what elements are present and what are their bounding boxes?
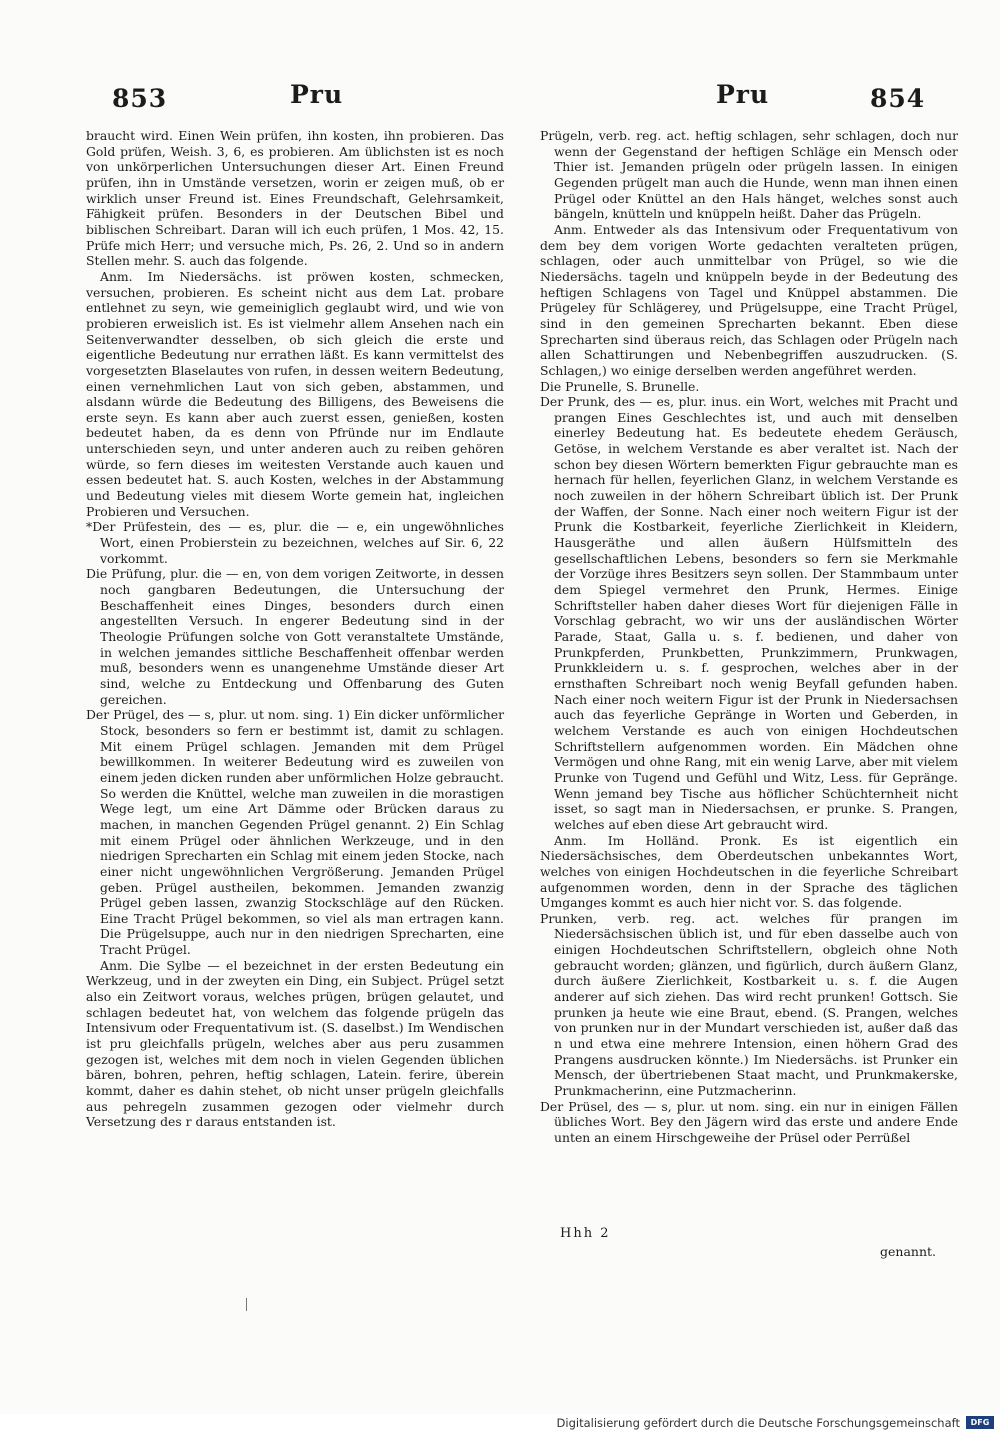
entry-pruefestein: *Der Prüfestein, des — es, plur. die — e, ein ungewöhnliches Wort, einen Probierstein zu bezeichnen, welches auf Sir. 6, 22 vorkommt.	[86, 519, 504, 566]
note-pruegel: Anm. Die Sylbe — el bezeichnet in der ersten Bedeutung ein Werkzeug, und in der zweyten ein Ding, ein Subject. Prügel setzt also ein Zeitwort voraus, welches prügen, brügen gelautet, und schlagen bedeutet hat, von welchem das folgende prügeln das Intensivum oder Frequentativum ist. (S. daselbst.) Im Wendischen ist pru gleichfalls prügeln, welches aber aus peru zusammen gezogen ist, welches mit dem noch in vielen Gegenden üblichen bären, bohren, pehren, heftig schlagen, Latein. ferire, überein kommt, daher es dahin stehet, ob nicht unser prügeln gleichfalls aus pehregeln zusammen gezogen oder vielmehr durch Versetzung des r daraus entstanden ist.	[86, 957, 504, 1130]
note-prunk: Anm. Im Holländ. Pronk. Es ist eigentlich ein Niedersächsisches, dem Oberdeutschen unbekanntes Wort, welches von einigen Hochdeutschen in die feyerliche Schreibart aufgenommen worden, denn in der Sprache des täglichen Umganges kommt es auch hier nicht vor. S. das folgende.	[540, 832, 958, 911]
entry-continuation: braucht wird. Einen Wein prüfen, ihn kosten, ihn probieren. Das Gold prüfen, Weish. 3, 6, es probieren. Am üblichsten ist es noch von unkörperlichen Untersuchungen dieser Art. Einen Freund prüfen, ihn in Umstände versetzen, worin er zeigen muß, ob er wirklich unser Freund ist. Eines Freundschaft, Gelehrsamkeit, Fähigkeit prüfen. Besonders in der Deutschen Bibel und biblischen Schreibart. Daran will ich euch prüfen, 1 Mos. 42, 15. Prüfe mich Herr; und versuche mich, Ps. 26, 2. Und so in andern Stellen mehr. S. auch das folgende.	[86, 128, 504, 269]
right-page-number: 854	[870, 84, 926, 113]
entry-prunken: Prunken, verb. reg. act. welches für prangen im Niedersächsischen üblich ist, und für eben dasselbe auch von einigen Hochdeutschen Schriftstellern, obgleich ohne Noth gebraucht worden; glänzen, und figürlich, durch äußern Glanz, durch äußere Zierlichkeit, Kostbarkeit u. s. f. die Augen anderer auf sich ziehen. Das wird recht prunken! Gottsch. Sie prunken ja heute wie eine Braut, ebend. (S. Prangen, welches von prunken nur in der Mundart verschieden ist, außer daß das n und etwa eine mehrere Intension, einen höhern Grad des Prangens ausdrucken könnte.) Im Niedersächs. ist Prunker ein Mensch, der übertriebenen Staat macht, und Prunkmakerske, Prunkmacherinn, eine Putzmacherinn.	[540, 910, 958, 1099]
right-column	[540, 128, 958, 1146]
catchword: genannt.	[880, 1244, 936, 1259]
funding-notice: Digitalisierung gefördert durch die Deutsche Forschungsgemeinschaft	[556, 1416, 960, 1430]
page-header	[100, 72, 960, 122]
signature-mark: Hhh 2	[560, 1226, 611, 1241]
page-mark	[246, 1298, 247, 1311]
footer-bar	[0, 1414, 1000, 1432]
entry-pruesel: Der Prüsel, des — s, plur. ut nom. sing. ein nur in einigen Fällen übliches Wort. Bey den Jägern wird das erste und andere Ende unten an einem Hirschgeweihe der Prüsel oder Perrüßel	[540, 1098, 958, 1145]
left-column	[86, 128, 504, 1130]
entry-prunk: Der Prunk, des — es, plur. inus. ein Wort, welches mit Pracht und prangen Eines Geschlechtes ist, und auch mit denselben einerley Bedeutung hat. Es bedeutete ehedem Geräusch, Getöse, in welchem Verstande es aber veraltet ist. Nach der schon bey diesen Wörtern bemerkten Figur gebrauchte man es hernach für hellen, feyerlichen Glanz, in welchem Verstande es noch zuweilen in der höhern Schreibart üblich ist. Der Prunk der Waffen, der Sonne. Nach einer noch weitern Figur ist der Prunk die Kostbarkeit, feyerliche Zierlichkeit in Kleidern, Hausgeräthe und allen äußern Hülfsmitteln des gesellschaftlichen Lebens, besonders so fern sie Merkmahle der Vorzüge ihres Besitzers seyn sollen. Der Stammbaum unter dem Spiegel vermehret den Prunk, Hermes. Einige Schriftsteller haben daher dieses Wort für diejenigen Fälle in Vorschlag gebracht, wo wir uns der ausländischen Wörter Parade, Staat, Galla u. s. f. bedienen, und daher von Prunkpferden, Prunkbetten, Prunkzimmern, Prunkwagen, Prunkkleidern u. s. f. gesprochen, welches aber in der ernsthaften Schreibart noch wenig Beyfall gefunden haben. Nach einer noch weitern Figur ist der Prunk in Niedersachsen auch das feyerliche Gepränge in Worten und Geberden, in welchem Verstande es auch von einigen Hochdeutschen Schriftstellern aufgenommen worden. Ein Mädchen ohne Vermögen und ohne Rang, mit ein wenig Larve, aber mit vielem Prunke von Tugend und Gefühl und Witz, Less. für Gepränge. Wenn jemand bey Tische aus höflicher Schüchternheit nicht isset, so sagt man in Niedersachsen, er prunke. S. Prangen, welches auf eben diese Art gebraucht wird.	[540, 394, 958, 832]
note-pruefen: Anm. Im Niedersächs. ist pröwen kosten, schmecken, versuchen, probieren. Es scheint nicht aus dem Lat. probare entlehnet zu seyn, wie gemeiniglich geglaubt wird, und wie von probieren erweislich ist. Es ist vielmehr allem Ansehen nach ein Seitenverwandter desselben, ob sich gleich die erste und eigentliche Bedeutung nur errathen läßt. Es kann vermittelst des vorgesetzten Blaselautes von rufen, in dessen weitern Bedeutung, einen vernehmlichen Laut von sich geben, abstammen, und alsdann würde die Bedeutung des Billigens, des Beweisens die erste seyn. Es kann aber auch zuerst essen, genießen, kosten bedeutet haben, da es denn von Pfründe nur im Endlaute unterschieden seyn, und unter anderen auch zu reiben gehören würde, so fern dieses im weitesten Verstande auch kauen und essen bedeutet hat. S. auch Kosten, welches in der Abstammung und Bedeutung vieles mit diesem Worte gemein hat, ingleichen Probieren und Versuchen.	[86, 268, 504, 519]
left-running-title: Pru	[290, 80, 344, 109]
dfg-logo-icon: DFG	[966, 1416, 994, 1429]
note-pruegeln: Anm. Entweder als das Intensivum oder Frequentativum von dem bey dem vorigen Worte gedachten veralteten prügen, schlagen, oder auch unmittelbar von Prügel, so wie die Niedersächs. tageln und knüppeln beyde in der Bedeutung des heftigen Schlagens von Tagel und Knüppel abstammen. Die Prügeley für Schlägerey, und Prügelsuppe, eine Tracht Prügel, sind in den gemeinen Sprecharten bekannt. Eben diese Sprecharten sind überaus reich, das Schlagen oder Prügeln nach allen Schattirungen und Nebenbegriffen auszudrucken. (S. Schlagen,) wo einige derselben werden angeführet werden.	[540, 221, 958, 378]
entry-pruegel: Der Prügel, des — s, plur. ut nom. sing. 1) Ein dicker unförmlicher Stock, besonders so fern er bestimmt ist, damit zu schlagen. Mit einem Prügel schlagen. Jemanden mit dem Prügel bewillkommen. In weiterer Bedeutung wird es zuweilen von einem jeden dicken runden aber unförmlichen Holze gebraucht. So werden die Knüttel, welche man zuweilen in die morastigen Wege legt, um eine Art Dämme oder Brücken daraus zu machen, in manchen Gegenden Prügel genannt. 2) Ein Schlag mit einem Prügel oder ähnlichen Werkzeuge, und in den niedrigen Sprecharten ein Schlag mit einem jeden Stocke, nach einer nicht ungewöhnlichen Vergrößerung. Jemanden Prügel geben. Prügel austheilen, bekommen. Jemanden zwanzig Prügel geben lassen, zwanzig Stockschläge auf den Rücken. Eine Tracht Prügel bekommen, so viel als man ertragen kann. Die Prügelsuppe, auch nur in den niedrigen Sprecharten, eine Tracht Prügel.	[86, 707, 504, 958]
right-running-title: Pru	[716, 80, 770, 109]
entry-pruefung: Die Prüfung, plur. die — en, von dem vorigen Zeitworte, in dessen noch gangbaren Bedeutungen, die Untersuchung der Beschaffenheit eines Dinges, besonders durch einen angestellten Versuch. In engerer Bedeutung sind in der Theologie Prüfungen solche von Gott veranstaltete Umstände, in welchen jemandes sittliche Beschaffenheit offenbar werden muß, besonders wenn es unangenehme Umstände dieser Art sind, welche zu Entdeckung und Offenbarung des Guten gereichen.	[86, 566, 504, 707]
entry-pruegeln: Prügeln, verb. reg. act. heftig schlagen, sehr schlagen, doch nur wenn der Gegenstand der heftigen Schläge ein Mensch oder Thier ist. Jemanden prügeln oder prügeln lassen. In einigen Gegenden prügelt man auch die Hunde, wenn man ihnen einen Prügel oder Knüttel an den Hals hänget, welches sonst auch bängeln, knütteln und knüppeln heißt. Daher das Prügeln.	[540, 128, 958, 222]
left-page-number: 853	[112, 84, 168, 113]
entry-prunelle: Die Prunelle, S. Brunelle.	[540, 378, 700, 394]
